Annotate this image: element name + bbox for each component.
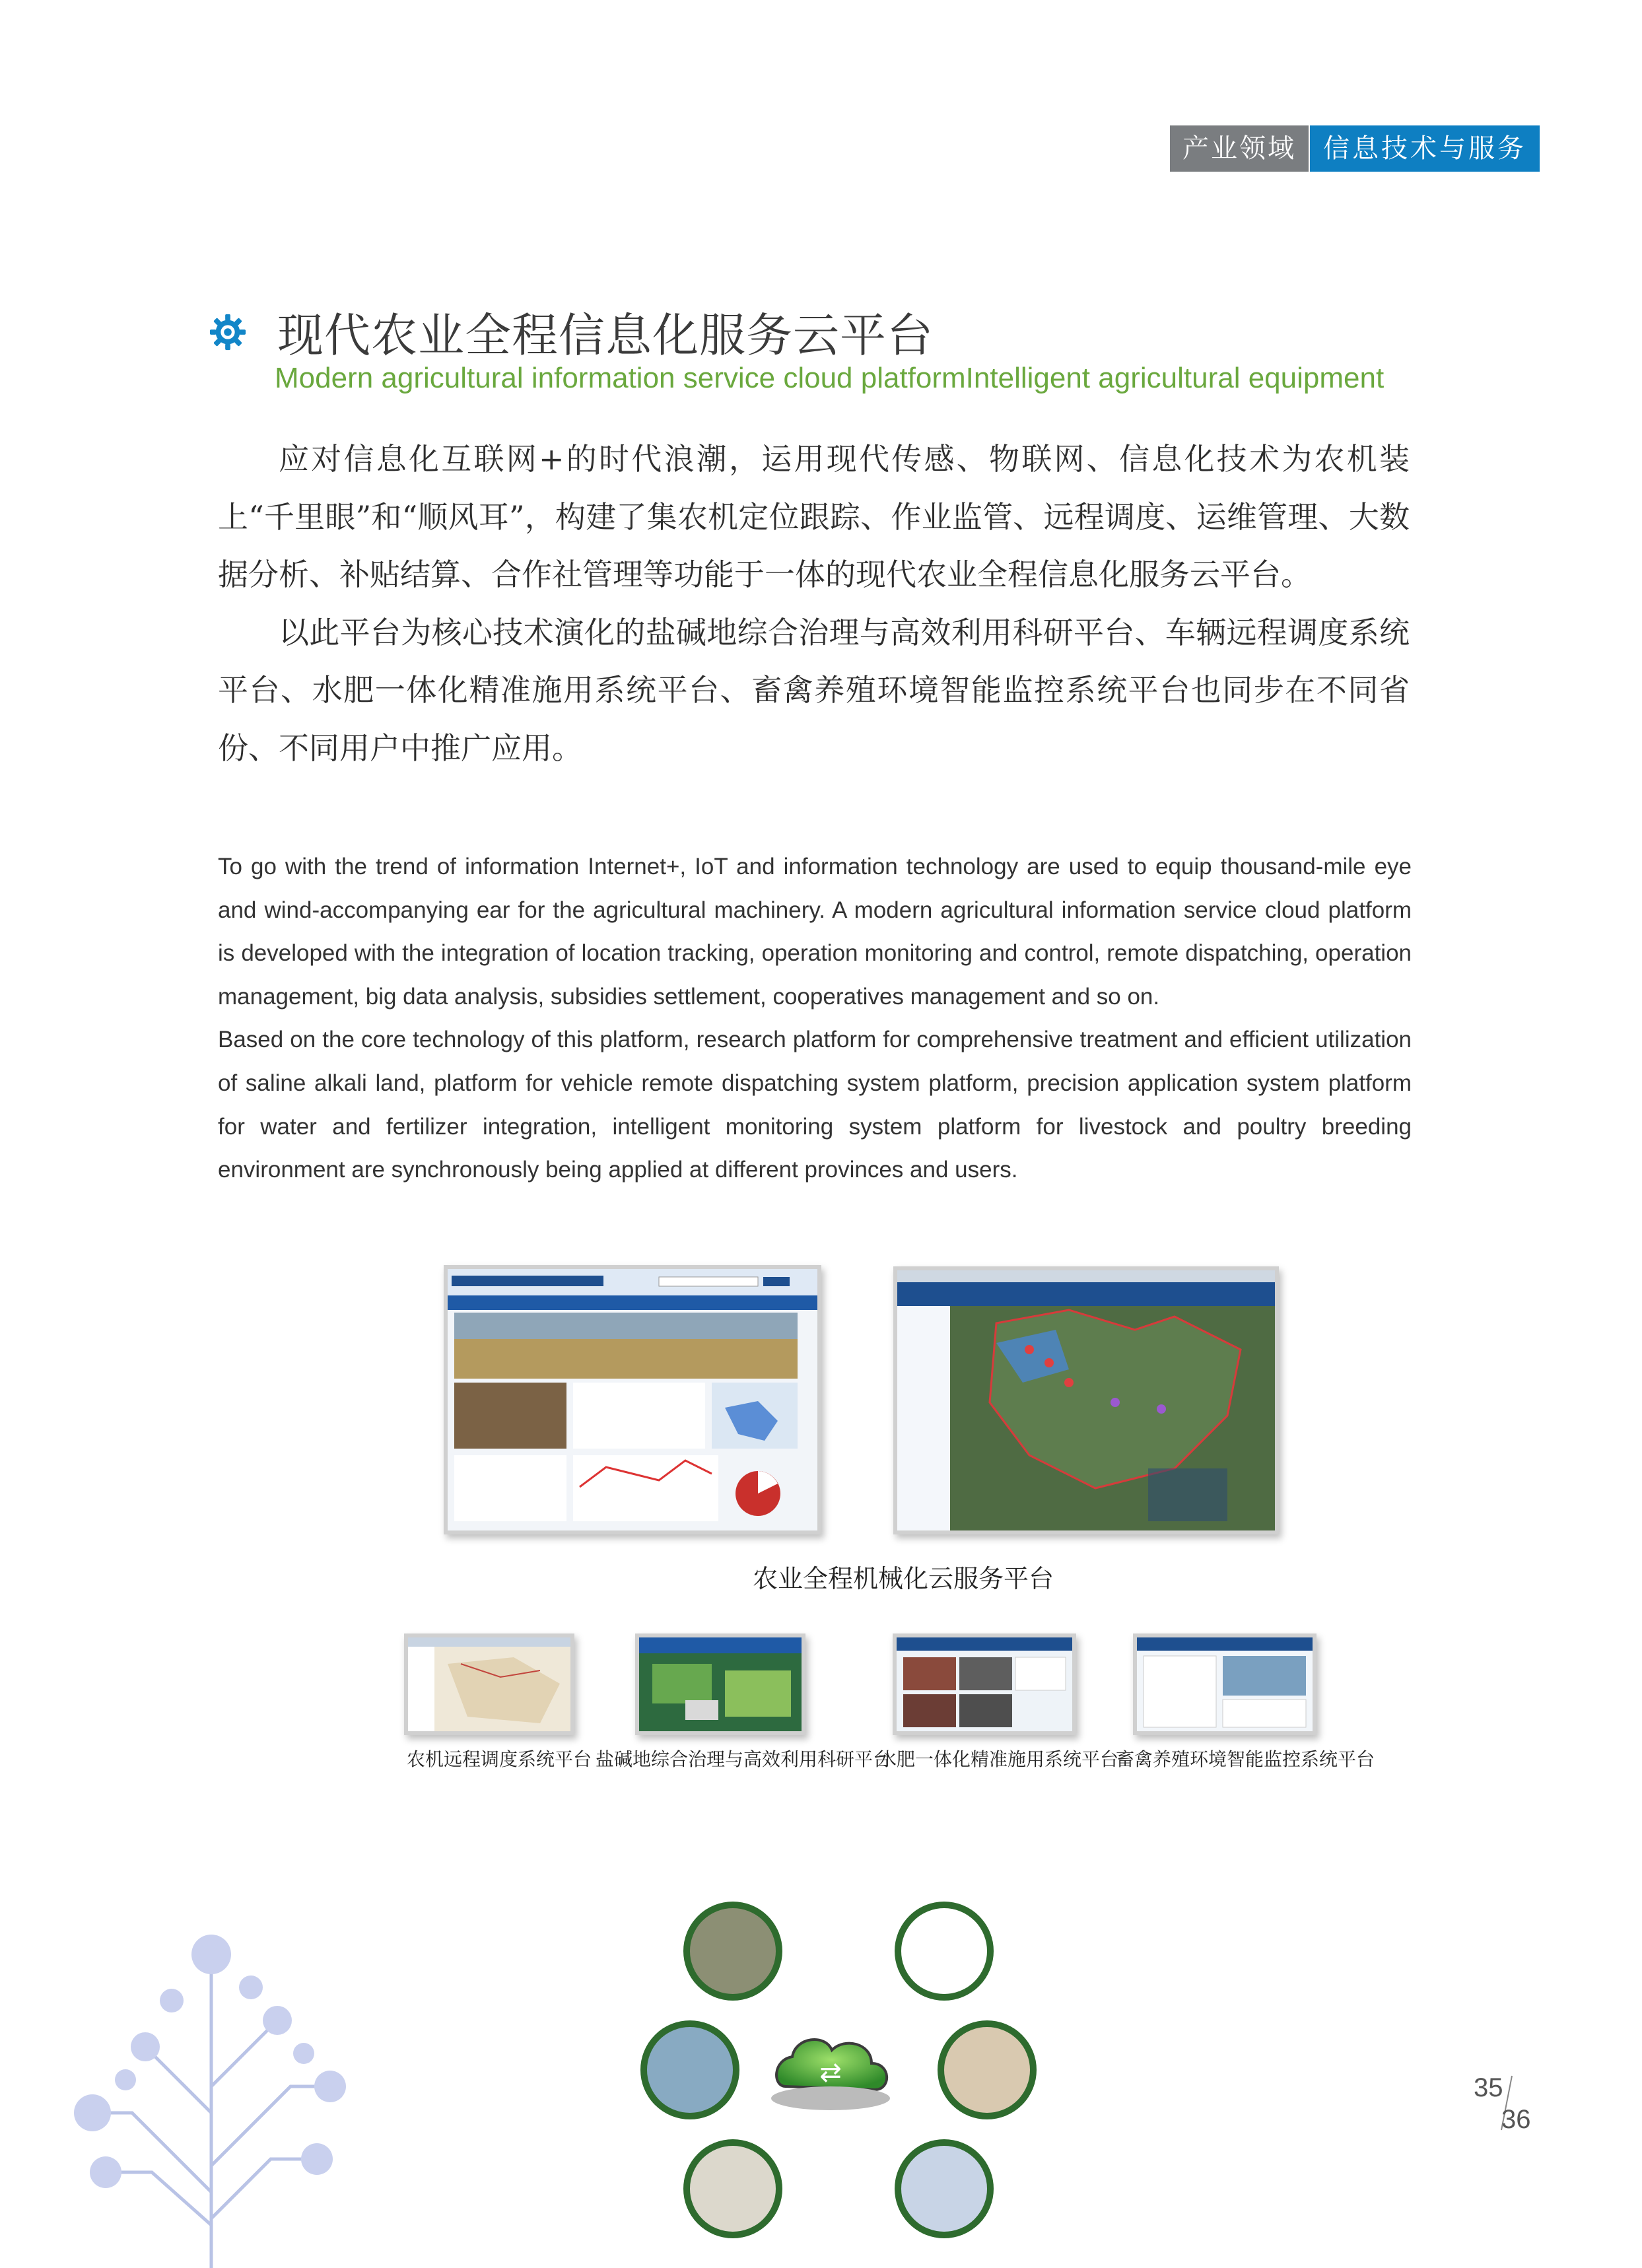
caption-livestock-monitor: 畜禽养殖环境智能监控系统平台: [1116, 1749, 1375, 1770]
cloud-iot-illustration: [621, 1888, 1056, 2268]
paragraph-cn: 应对信息化互联网+的时代浪潮，运用现代传感、物联网、信息化技术为农机装上“千里眼”和“顺风耳”，构建了集农机定位跟踪、作业监管、远程调度、运维管理、大数据分析、补贴结算、合作社管理等功能于一体的现代农业全程信息化服务云平台。: [218, 441, 1410, 592]
screenshot-vehicle-dispatch: [404, 1633, 574, 1735]
body-cn: [218, 430, 1410, 777]
page-title: 现代农业全程信息化服务云平台: [277, 308, 934, 362]
tech-tree-illustration: [53, 1915, 370, 2268]
page-number-current: 35: [1474, 2073, 1503, 2102]
caption-vehicle-dispatch: 农机远程调度系统平台: [407, 1749, 592, 1770]
paragraph-cn: 以此平台为核心技术演化的盐碱地综合治理与高效利用科研平台、车辆远程调度系统平台、水肥一体化精准施用系统平台、畜禽养殖环境智能监控系统平台也同步在不同省份、不同用户中推广应用。: [218, 614, 1410, 766]
platform-screenshot-left: [444, 1265, 821, 1534]
page-subtitle: Modern agricultural information service cloud platformIntelligent agricultural equipment: [275, 362, 1385, 394]
screenshot-saline-alkali: [635, 1633, 805, 1735]
platform-screenshot-right: [893, 1266, 1279, 1534]
section-tag: 产业领域: [1170, 125, 1309, 172]
body-en: [218, 845, 1412, 1192]
caption-saline-alkali: 盐碱地综合治理与高效利用科研平台: [596, 1749, 892, 1770]
paragraph-en: Based on the core technology of this platform, research platform for comprehensive treatment and efficient utilization of saline alkali land, platform for vehicle remote dispatching system platform, precision application system platform for water and fertilizer integration, intelligent monitoring system platform for livestock and poultry breeding environment are synchronously being applied at different provinces and users.: [218, 1027, 1412, 1183]
main-caption: 农业全程机械化云服务平台: [753, 1565, 1054, 1593]
gear-icon: [209, 313, 247, 351]
subsection-tag: 信息技术与服务: [1310, 125, 1540, 172]
screenshot-livestock-monitor: [1133, 1633, 1317, 1735]
paragraph-en: To go with the trend of information Internet+, IoT and information technology are used to equip thousand-mile eye and wind-accompanying ear for the agricultural machinery. A modern agricultural information service cloud platform is developed with the integration of location tracking, operation monitoring and control, remote dispatching, operation management, big data analysis, subsidies settlement, cooperatives management and so on.: [218, 854, 1412, 1010]
screenshot-water-fertilizer: [893, 1633, 1076, 1735]
page-number-total: 36: [1501, 2105, 1531, 2134]
caption-water-fertilizer: 水肥一体化精准施用系统平台: [878, 1749, 1119, 1770]
svg-text:⇄: ⇄: [819, 2057, 842, 2088]
